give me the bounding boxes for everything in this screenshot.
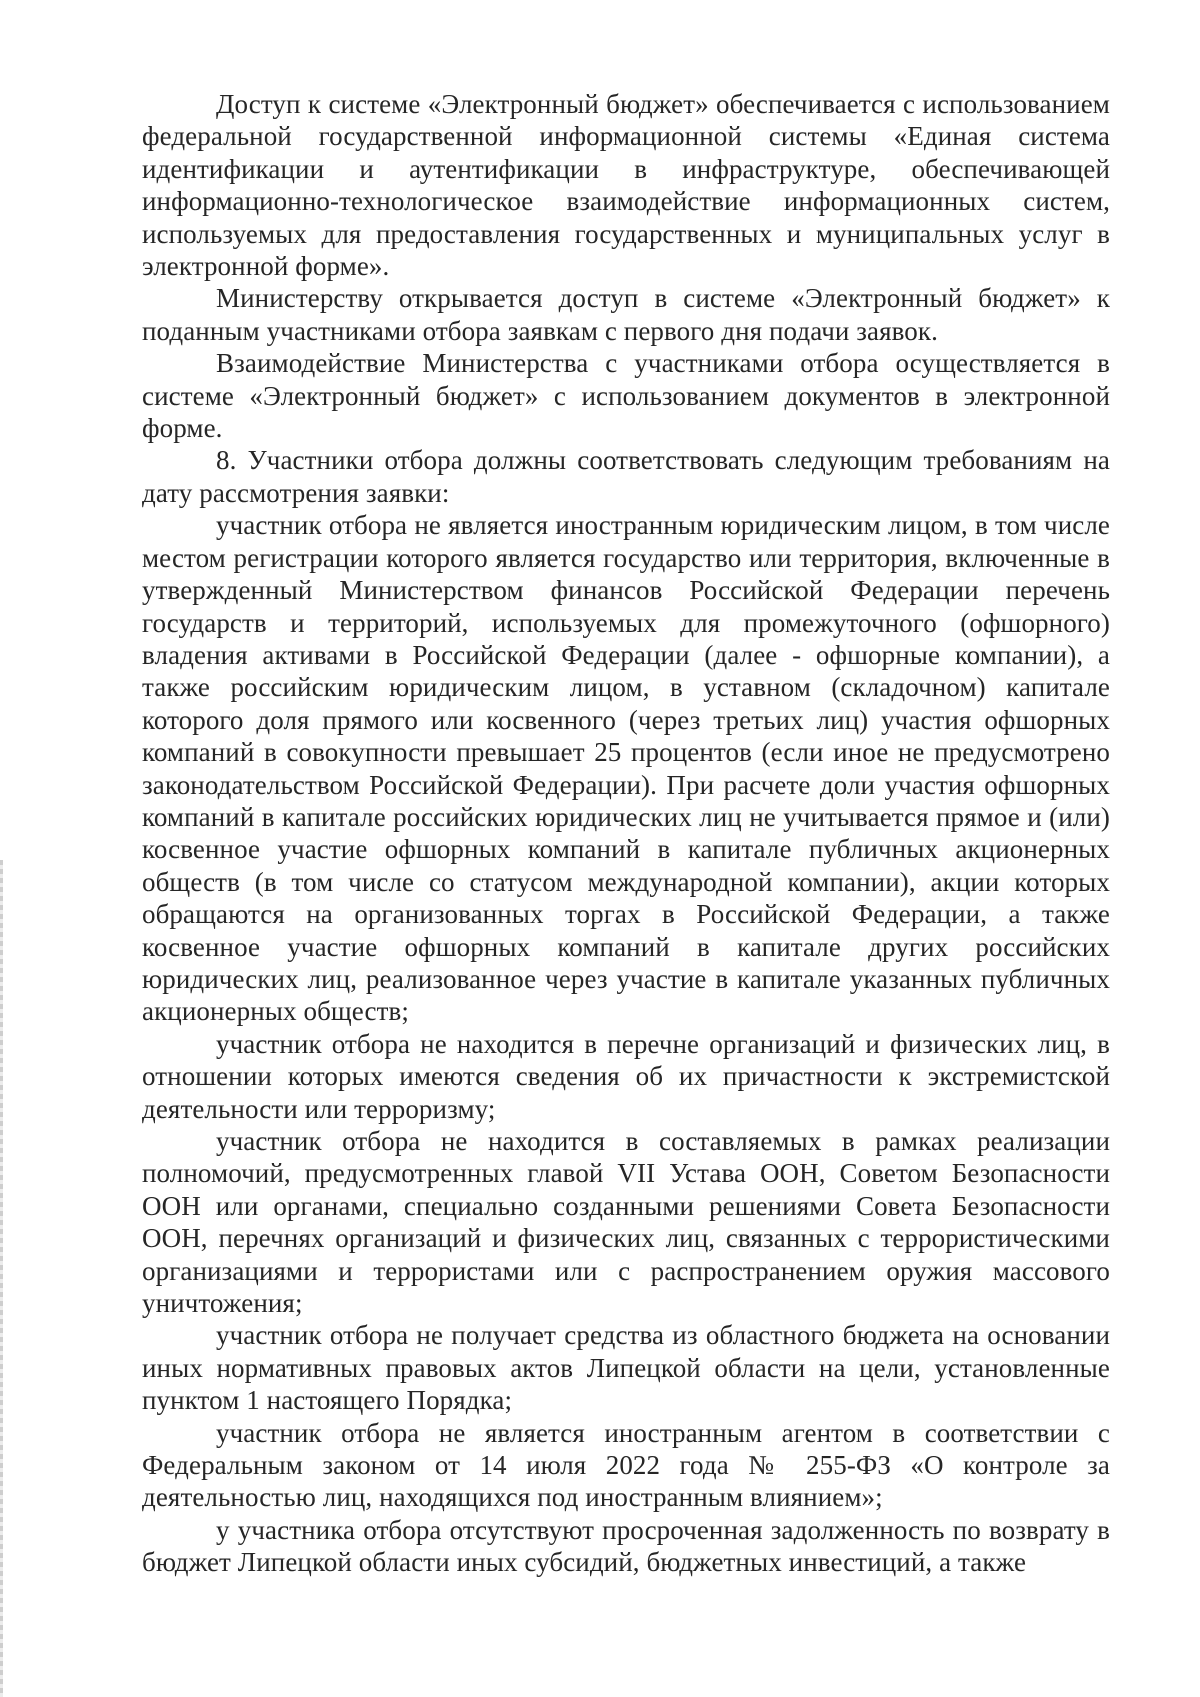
scan-edge-artifact <box>0 860 3 1697</box>
paragraph-requirement-offshore: участник отбора не является иностранным юридическим лицом, в том числе местом регистрации которого является государство или территория, включенные в утвержденный Министерством финансов Российской Федерации перечень государств и территорий, используемых для промежуточного (офшорного) владения активами в Российской Федерации (далее - офшорные компании), а также российским юридическим лицом, в уставном (складочном) капитале которого доля прямого или косвенного (через третьих лиц) участия офшорных компаний в совокупности превышает 25 процентов (если иное не предусмотрено законодательством Российской Федерации). При расчете доли участия офшорных компаний в капитале российских юридических лиц не учитывается прямое и (или) косвенное участие офшорных компаний в капитале публичных акционерных обществ (в том числе со статусом международной компании), акции которых обращаются на организованных торгах в Российской Федерации, а также косвенное участие офшорных компаний в капитале других российских юридических лиц, реализованное через участие в капитале указанных публичных акционерных обществ; <box>142 510 1110 1027</box>
paragraph-interaction: Взаимодействие Министерства с участниками отбора осуществляется в системе «Электронный бюджет» с использованием документов в электронной форме. <box>142 348 1110 444</box>
document-body <box>142 88 1110 1579</box>
paragraph-requirement-extremism: участник отбора не находится в перечне организаций и физических лиц, в отношении которых имеются сведения об их причастности к экстремистской деятельности или терроризму; <box>142 1028 1110 1124</box>
paragraph-item-8: 8. Участники отбора должны соответствовать следующим требованиям на дату рассмотрения заявки: <box>142 445 1110 508</box>
paragraph-requirement-debt: у участника отбора отсутствуют просроченная задолженность по возврату в бюджет Липецкой области иных субсидий, бюджетных инвестиций, а также <box>142 1514 1110 1578</box>
paragraph-requirement-foreign-agent: участник отбора не является иностранным агентом в соответствии с Федеральным законом от 14 июля 2022 года № 255-ФЗ «О контроле за деятельностью лиц, находящихся под иностранным влиянием»; <box>142 1417 1110 1513</box>
paragraph-ministry-access: Министерству открывается доступ в системе «Электронный бюджет» к поданным участниками отбора заявкам с первого дня подачи заявок. <box>142 283 1110 346</box>
paragraph-requirement-regional-budget: участник отбора не получает средства из областного бюджета на основании иных нормативных правовых актов Липецкой области на цели, установленные пунктом 1 настоящего Порядка; <box>142 1320 1110 1416</box>
paragraph-access-system: Доступ к системе «Электронный бюджет» обеспечивается с использованием федеральной государственной информационной системы «Единая система идентификации и аутентификации в инфраструктуре, обеспечивающей информационно-технологическое взаимодействие информационных систем, используемых для предоставления государственных и муниципальных услуг в электронной форме». <box>142 89 1110 282</box>
paragraph-requirement-un-lists: участник отбора не находится в составляемых в рамках реализации полномочий, предусмотренных главой VII Устава ООН, Советом Безопасности ООН или органами, специально созданными решениями Совета Безопасности ООН, перечнях организаций и физических лиц, связанных с террористическими организациями и террористами или с распространением оружия массового уничтожения; <box>142 1126 1110 1319</box>
